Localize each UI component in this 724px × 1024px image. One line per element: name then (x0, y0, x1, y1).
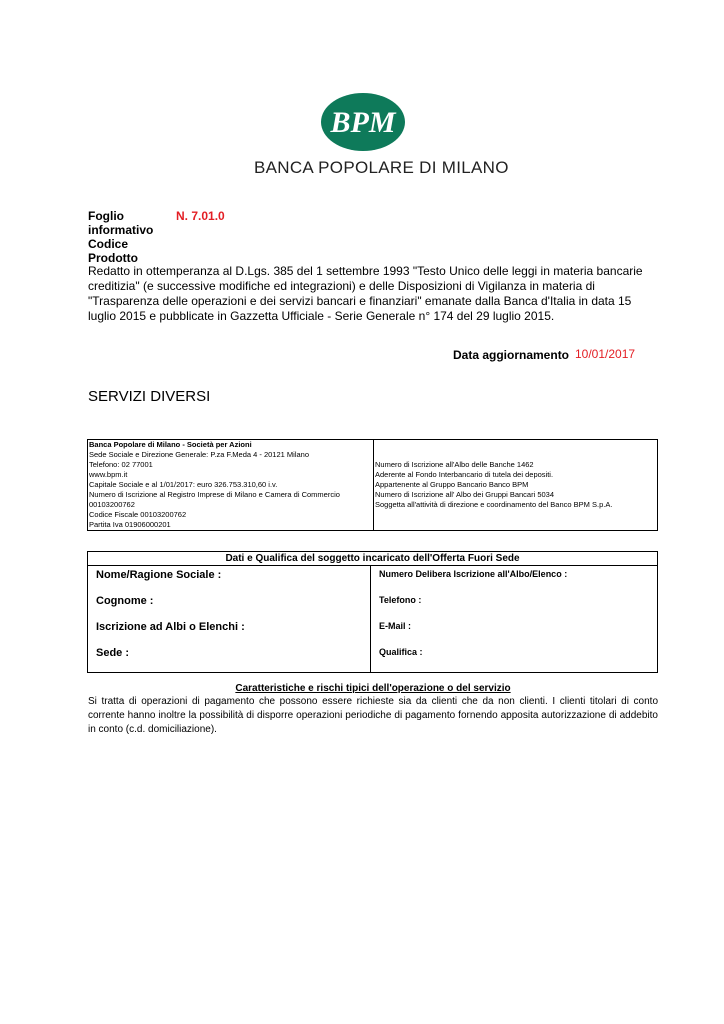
cognome-field: Cognome : (96, 595, 154, 607)
document-number: N. 7.01.0 (176, 209, 225, 223)
bank-info-line: Partita Iva 01906000201 (89, 520, 171, 529)
bank-info-line: Numero di Iscrizione al Registro Imprese di Milano e Camera di Commercio 00103200762 (89, 490, 340, 509)
nome-ragione-sociale-field: Nome/Ragione Sociale : (96, 569, 222, 581)
offer-table-title: Dati e Qualifica del soggetto incaricato dell'Offerta Fuori Sede (88, 552, 658, 566)
bank-info-line: Aderente al Fondo Interbancario di tutela dei depositi. (375, 470, 554, 479)
bank-info-line: Soggetta all'attività di direzione e coordinamento del Banco BPM S.p.A. (375, 500, 613, 509)
sede-field: Sede : (96, 647, 130, 659)
section-title: SERVIZI DIVERSI (88, 388, 211, 405)
email-field: E-Mail : (379, 621, 412, 631)
intro-paragraph: Redatto in ottemperanza al D.Lgs. 385 del 1 settembre 1993 "Testo Unico delle leggi in materia bancarie creditizia" (e successive modifiche ed integrazioni) e delle Disposizioni di Vigilanza in materia di "Trasparenza delle operazioni e dei servizi bancari e finanziari" emanate dalla Banca d'Italia in data 15 luglio 2015 e pubblicate in Gazzetta Ufficiale - Serie Generale n° 174 del 29 luglio 2015. (88, 264, 643, 323)
iscrizione-albi-field: Iscrizione ad Albi o Elenchi : (96, 621, 245, 633)
update-label: Data aggiornamento (453, 348, 570, 362)
numero-delibera-field: Numero Delibera Iscrizione all'Albo/Elenco : (379, 569, 568, 579)
bank-info-line: Numero di Iscrizione all' Albo dei Gruppi Bancari 5034 (375, 490, 555, 499)
update-date: 10/01/2017 (575, 347, 636, 361)
offer-left-column (88, 566, 371, 673)
bank-info-line: Numero di Iscrizione all'Albo delle Banche 1462 (375, 460, 534, 469)
characteristics-title: Caratteristiche e rischi tipici dell'operazione o del servizio (235, 683, 511, 694)
foglio-informativo-label: Foglio informativo (88, 209, 154, 237)
offer-table (87, 551, 658, 673)
bank-name: BANCA POPOLARE DI MILANO (254, 158, 509, 177)
qualifica-field: Qualifica : (379, 647, 423, 657)
offer-right-column (371, 566, 658, 673)
bank-info-line: www.bpm.it (89, 470, 128, 479)
bank-info-line: Sede Sociale e Direzione Generale: P.za F.Meda 4 - 20121 Milano (89, 450, 309, 459)
characteristics-body: Si tratta di operazioni di pagamento che possono essere richieste sia da clienti che da non clienti. I clienti titolari di conto corrente hanno inoltre la possibilità di disporre operazioni periodiche di pagamento fornendo apposita autorizzazione di addebito in conto (c.d. domiciliazione). (88, 696, 658, 735)
codice-prodotto-label: Codice Prodotto (88, 237, 138, 265)
bank-info-line: Appartenente al Gruppo Bancario Banco BPM (375, 480, 529, 489)
bank-info-line: Banca Popolare di Milano - Società per Azioni (89, 440, 252, 449)
bank-info-right (374, 440, 658, 531)
bank-info-line: Codice Fiscale 00103200762 (89, 510, 187, 519)
bank-info-table (87, 439, 658, 531)
logo-text: BPM (330, 106, 396, 139)
bpm-logo (320, 92, 406, 152)
bank-info-line: Capitale Sociale e al 1/01/2017: euro 326.753.310,60 i.v. (89, 480, 278, 489)
telefono-field: Telefono : (379, 595, 422, 605)
bank-info-left (88, 440, 374, 531)
bank-info-line: Telefono: 02 77001 (89, 460, 153, 469)
